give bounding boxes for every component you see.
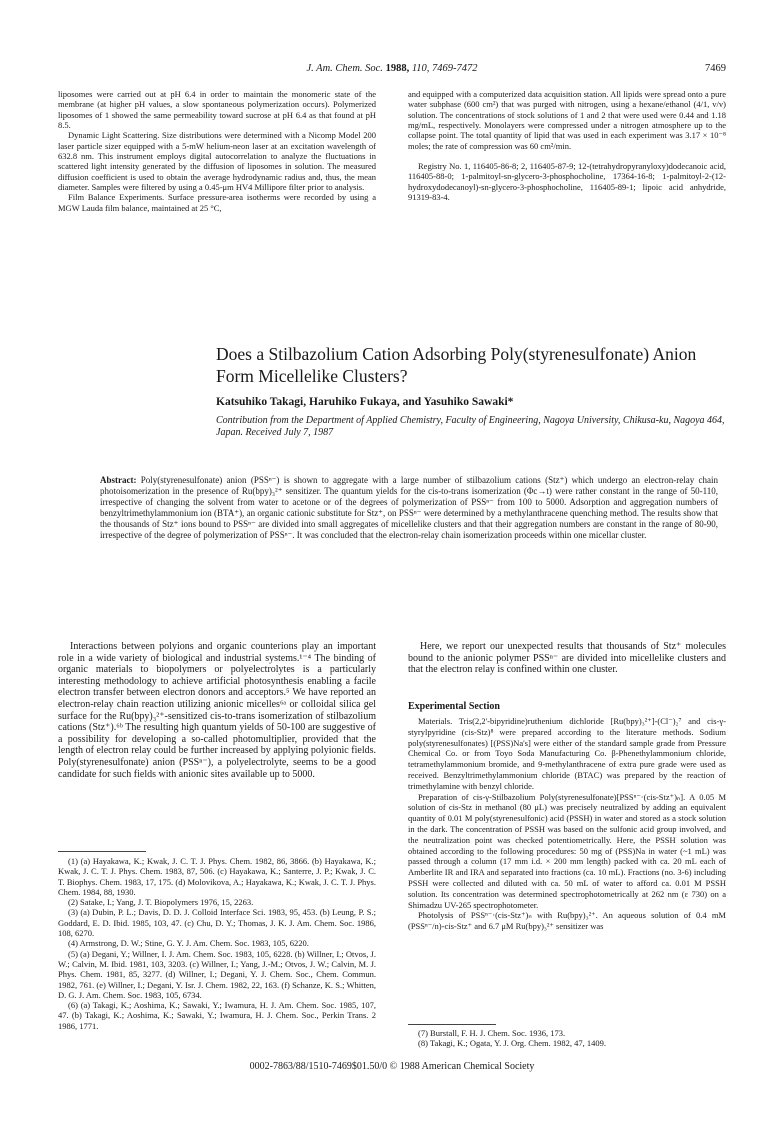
footnote: (2) Satake, I.; Yang, J. T. Biopolymers 1976, 15, 2263. [68,897,254,908]
footnote-divider [408,1024,496,1025]
section-heading: Experimental Section [408,701,500,712]
footnote: (1) (a) Hayakawa, K.; Kwak, J. C. T. J. Phys. Chem. 1982, 86, 3866. (b) Hayakawa, K.; Kwak, J. C. T. J. Phys. Chem. 1983, 87, 506. (c) Hayakawa, K.; Santerre, J. P.; Kwak, J. C. T. Biophys. Chem. 1983, 17, 175. (d) Molovikova, A.; Hayakawa, K.; Kwak, J. C. T. J. Phys. Chem. 1984, 88, 1930. [58,856,376,897]
prev-article-left-column [58,89,376,213]
running-header [0,63,784,74]
intro-paragraph: Interactions between polyions and organic counterions play an important role in a wide variety of biological and industrial systems.¹⁻⁴ The binding of organic materials to biopolymers or polyelectrolytes is a particularly interesting methodology to achieve artificial photosynthesis enabling a facile electron transfer between electron donors and acceptors.⁵ We have reported an electron-relay chain reaction utilizing anionic micelles⁶ᵃ or colloidal silica gel surface for the Ru(bpy)₃²⁺-sensitized cis-to-trans isomerization of stilbazolium cations (Stz⁺).⁶ᵇ The resulting high quantum yields of 50-100 are suggestive of a possibility for developing a so-called photomultiplier, provided that the length of electron relay could be further increased by applying polyionic fields. Poly(styrenesulfonate) anion (PSSⁿ⁻), a polyelectrolyte, seems to be a good candidate for such fields with anionic sites available up to 5000. [58,641,376,780]
footnote: (7) Burstall, F. H. J. Chem. Soc. 1936, 173. [418,1028,566,1038]
abstract [100,475,718,541]
paragraph: Photolysis of PSSⁿ⁻·(cis-Stz⁺)ₙ with Ru(bpy)₃²⁺. An aqueous solution of 0.4 mM (PSSⁿ⁻/n)-cis-Stz⁺ and 6.7 μM Ru(bpy)₃²⁺ sensitizer was [408,910,726,932]
footnote-divider [58,851,146,852]
experimental-section [408,716,726,932]
intro-paragraph: Here, we report our unexpected results that thousands of Stz⁺ molecules bound to the anionic polymer PSSⁿ⁻ are divided into micellelike clusters and that the electron relay is confined within one cluster. [408,641,726,676]
journal-year: 1988, [385,63,410,74]
paragraph: liposomes were carried out at pH 6.4 in order to maintain the monomeric state of the membrane (at higher pH values, a slow spontaneous polymerization occurs). Polymerized liposomes of 1 showed the same permeability toward sucrose at pH 6.4 as that found at pH 8.5. [58,89,376,131]
abstract-label: Abstract: [100,475,137,485]
journal-pages: 7469-7472 [432,63,478,74]
copyright-footer: 0002-7863/88/1510-7469$01.50/0 © 1988 American Chemical Society [249,1061,535,1072]
paragraph: Materials. Tris(2,2'-bipyridine)ruthenium dichloride [Ru(bpy)₃²⁺]-(Cl⁻)₂⁷ and cis-γ-styrylpyridine (cis-Stz)⁸ were prepared according to the literature methods. Sodium poly(styrenesulfonates) [(PSS)Na's] were either of the standard sample grade from Pressure Chemical Co. or from Toyo Soda Manufacturing Co. β-Phenethylammonium chloride, tetramethylammonium bromide, and 9-methylanthracene of extra pure grade were used as received. Benzyltrimethylammonium chloride (BTAC) was prepared by the reaction of trimethylamine with benzyl chloride. [408,716,726,791]
paragraph: and equipped with a computerized data acquisition station. All lipids were spread onto a pure water subphase (600 cm²) that was purged with nitrogen, using a hexane/ethanol (4/1, v/v) solution. The concentrations of stock solutions of 1 and 2 that were used were 0.44 and 1.18 mg/mL, respectively. Monolayers were compressed under a nitrogen atmosphere up to the collapse point. The total quantity of lipid that was used in each experiment was 3.17 × 10⁻⁸ moles; the rate of compression was 60 cm²/min. [408,89,726,151]
article-title: Does a Stilbazolium Cation Adsorbing Poly(styrenesulfonate) Anion Form Micellelike Clusters? [216,344,697,386]
intro-left-column [58,641,376,780]
paragraph: Dynamic Light Scattering. Size distributions were determined with a Nicomp Model 200 laser particle sizer equipped with a 5-mW helium-neon laser at an excitation wavelength of 632.8 nm. This instrument employs digital autocorrelation to analyze the fluctuations in scattered light intensity generated by the diffusion of liposomes in solution. The measured diffusion coefficient is used to obtain the average hydrodynamic radius and, thus, the mean diameter. Samples were filtered by using a 0.45-μm HV4 Millipore filter prior to analysis. [58,130,376,193]
prev-article-right-column [408,89,726,202]
journal-name: J. Am. Chem. Soc. [306,63,383,74]
footnotes-right [408,1028,726,1049]
footnote: (8) Takagi, K.; Ogata, Y. J. Org. Chem. 1982, 47, 1409. [418,1038,606,1049]
abstract-text: Poly(styrenesulfonate) anion (PSSⁿ⁻) is shown to aggregate with a large number of stilbazolium cations (Stz⁺) which undergo an electron-relay chain photoisomerization in the presence of Ru(bpy)₃²⁺ sensitizer. The quantum yields for the cis-to-trans isomerization (Φc→t) were rather constant in the range of 50-110, irrespective of changing the solvent from water to acetone or of the degrees of polymerization of PSSⁿ⁻ from 100 to 5000. Adsorption and aggregation numbers of benzyltrimethylammonium ion (BTA⁺), an organic cationic substitute for Stz⁺, on PSSⁿ⁻ were determined by a methylanthracene quenching method. The results show that the thousands of Stz⁺ ions bound to PSSⁿ⁻ are divided into small aggregates of micellelike clusters and that their aggregation numbers are constant in the range of 80-90, irrespective of the degree of polymerization of PSSⁿ⁻. It was concluded that the electron-relay chain isomerization proceeds within one micellar cluster. [100,475,718,540]
article-affiliation: Contribution from the Department of Applied Chemistry, Faculty of Engineering, Nagoya University, Chikusa-ku, Nagoya 464, Japan. Received July 7, 1987 [216,415,725,438]
footnote: (4) Armstrong, D. W.; Stine, G. Y. J. Am. Chem. Soc. 1983, 105, 6220. [68,938,309,949]
paragraph: Film Balance Experiments. Surface pressure-area isotherms were recorded by using a MGW Lauda film balance, maintained at 25 °C, [58,192,376,213]
intro-right-column [408,641,726,676]
footnotes-left [58,856,376,1031]
journal-volume: 110, [411,63,430,74]
paragraph: Preparation of cis-γ-Stilbazolium Poly(styrenesulfonate)[PSSⁿ⁻·(cis-Stz⁺)ₙ]. A 0.05 M solution of cis-Stz in methanol (80 μL) was precisely neutralized by adding an equivalent quantity of 0.01 M poly(styrenesulfonic) acid (PSSH) in water and stored as a stock solution in the dark. The concentration of PSSH was based on the sulfonic acid group involved, and the neutralization point was checked potentiometrically. Here, the PSSH solution was obtained according to the following procedures: 50 mg of (PSS)Na in water (~1 mL) was passed through a column (17 mm i.d. × 200 mm length) packed with ca. 20 mL each of Amberlite IR and IRA and separated into fractions (ca. 10 mL). Fractions (no. 3-6) including PSSH were collected and diluted with ca. 50 mL of water to afford ca. 0.01 M PSSH solution. Its concentration was determined spectrophotometrically at 262 nm (ε 730) on a Shimadzu UV-265 spectrophotometer. [408,791,726,910]
footnote: (6) (a) Takagi, K.; Aoshima, K.; Sawaki, Y.; Iwamura, H. J. Am. Chem. Soc. 1985, 107, 47. (b) Takagi, K.; Aoshima, K.; Sawaki, Y.; Iwamura, H. J. Chem. Soc., Perkin Trans. 2 1986, 1771. [58,1000,376,1031]
page-number: 7469 [705,63,726,74]
article-authors: Katsuhiko Takagi, Haruhiko Fukaya, and Yasuhiko Sawaki* [216,396,514,408]
registry-numbers: Registry No. 1, 116405-86-8; 2, 116405-87-9; 12-(tetrahydropyranyloxy)dodecanoic acid, 116405-88-0; 1-palmitoyl-sn-glycero-3-phosphocholine, 17364-16-8; 1-palmitoyl-2-(12-hydroxydodecanoyl)-sn-glycero-3-phosphocholine, 116405-89-1; lipoic acid anhydride, 91319-83-4. [408,161,726,203]
footnote: (5) (a) Degani, Y.; Willner, I. J. Am. Chem. Soc. 1983, 105, 6228. (b) Willner, I.; Otvos, J. W.; Calvin, M. Ibid. 1981, 103, 3203. (c) Willner, I.; Yang, J.-M.; Otvos, J. W.; Calvin, M. J. Phys. Chem. 1981, 85, 3277. (d) Willner, I.; Degani, Y. J. Chem. Soc., Chem. Commun. 1982, 761. (e) Willner, I.; Degani, Y. Isr. J. Chem. 1982, 22, 163. (f) Schanze, K. S.; Whitten, D. G. J. Am. Chem. Soc. 1983, 105, 6734. [58,948,376,1000]
footnote: (3) (a) Dubin, P. L.; Davis, D. D. J. Colloid Interface Sci. 1983, 95, 453. (b) Leung, P. S.; Goddard, E. D. Ibid. 1985, 103, 47. (c) Chu, D. Y.; Thomas, J. K. J. Am. Chem. Soc. 1986, 108, 6270. [58,907,376,939]
